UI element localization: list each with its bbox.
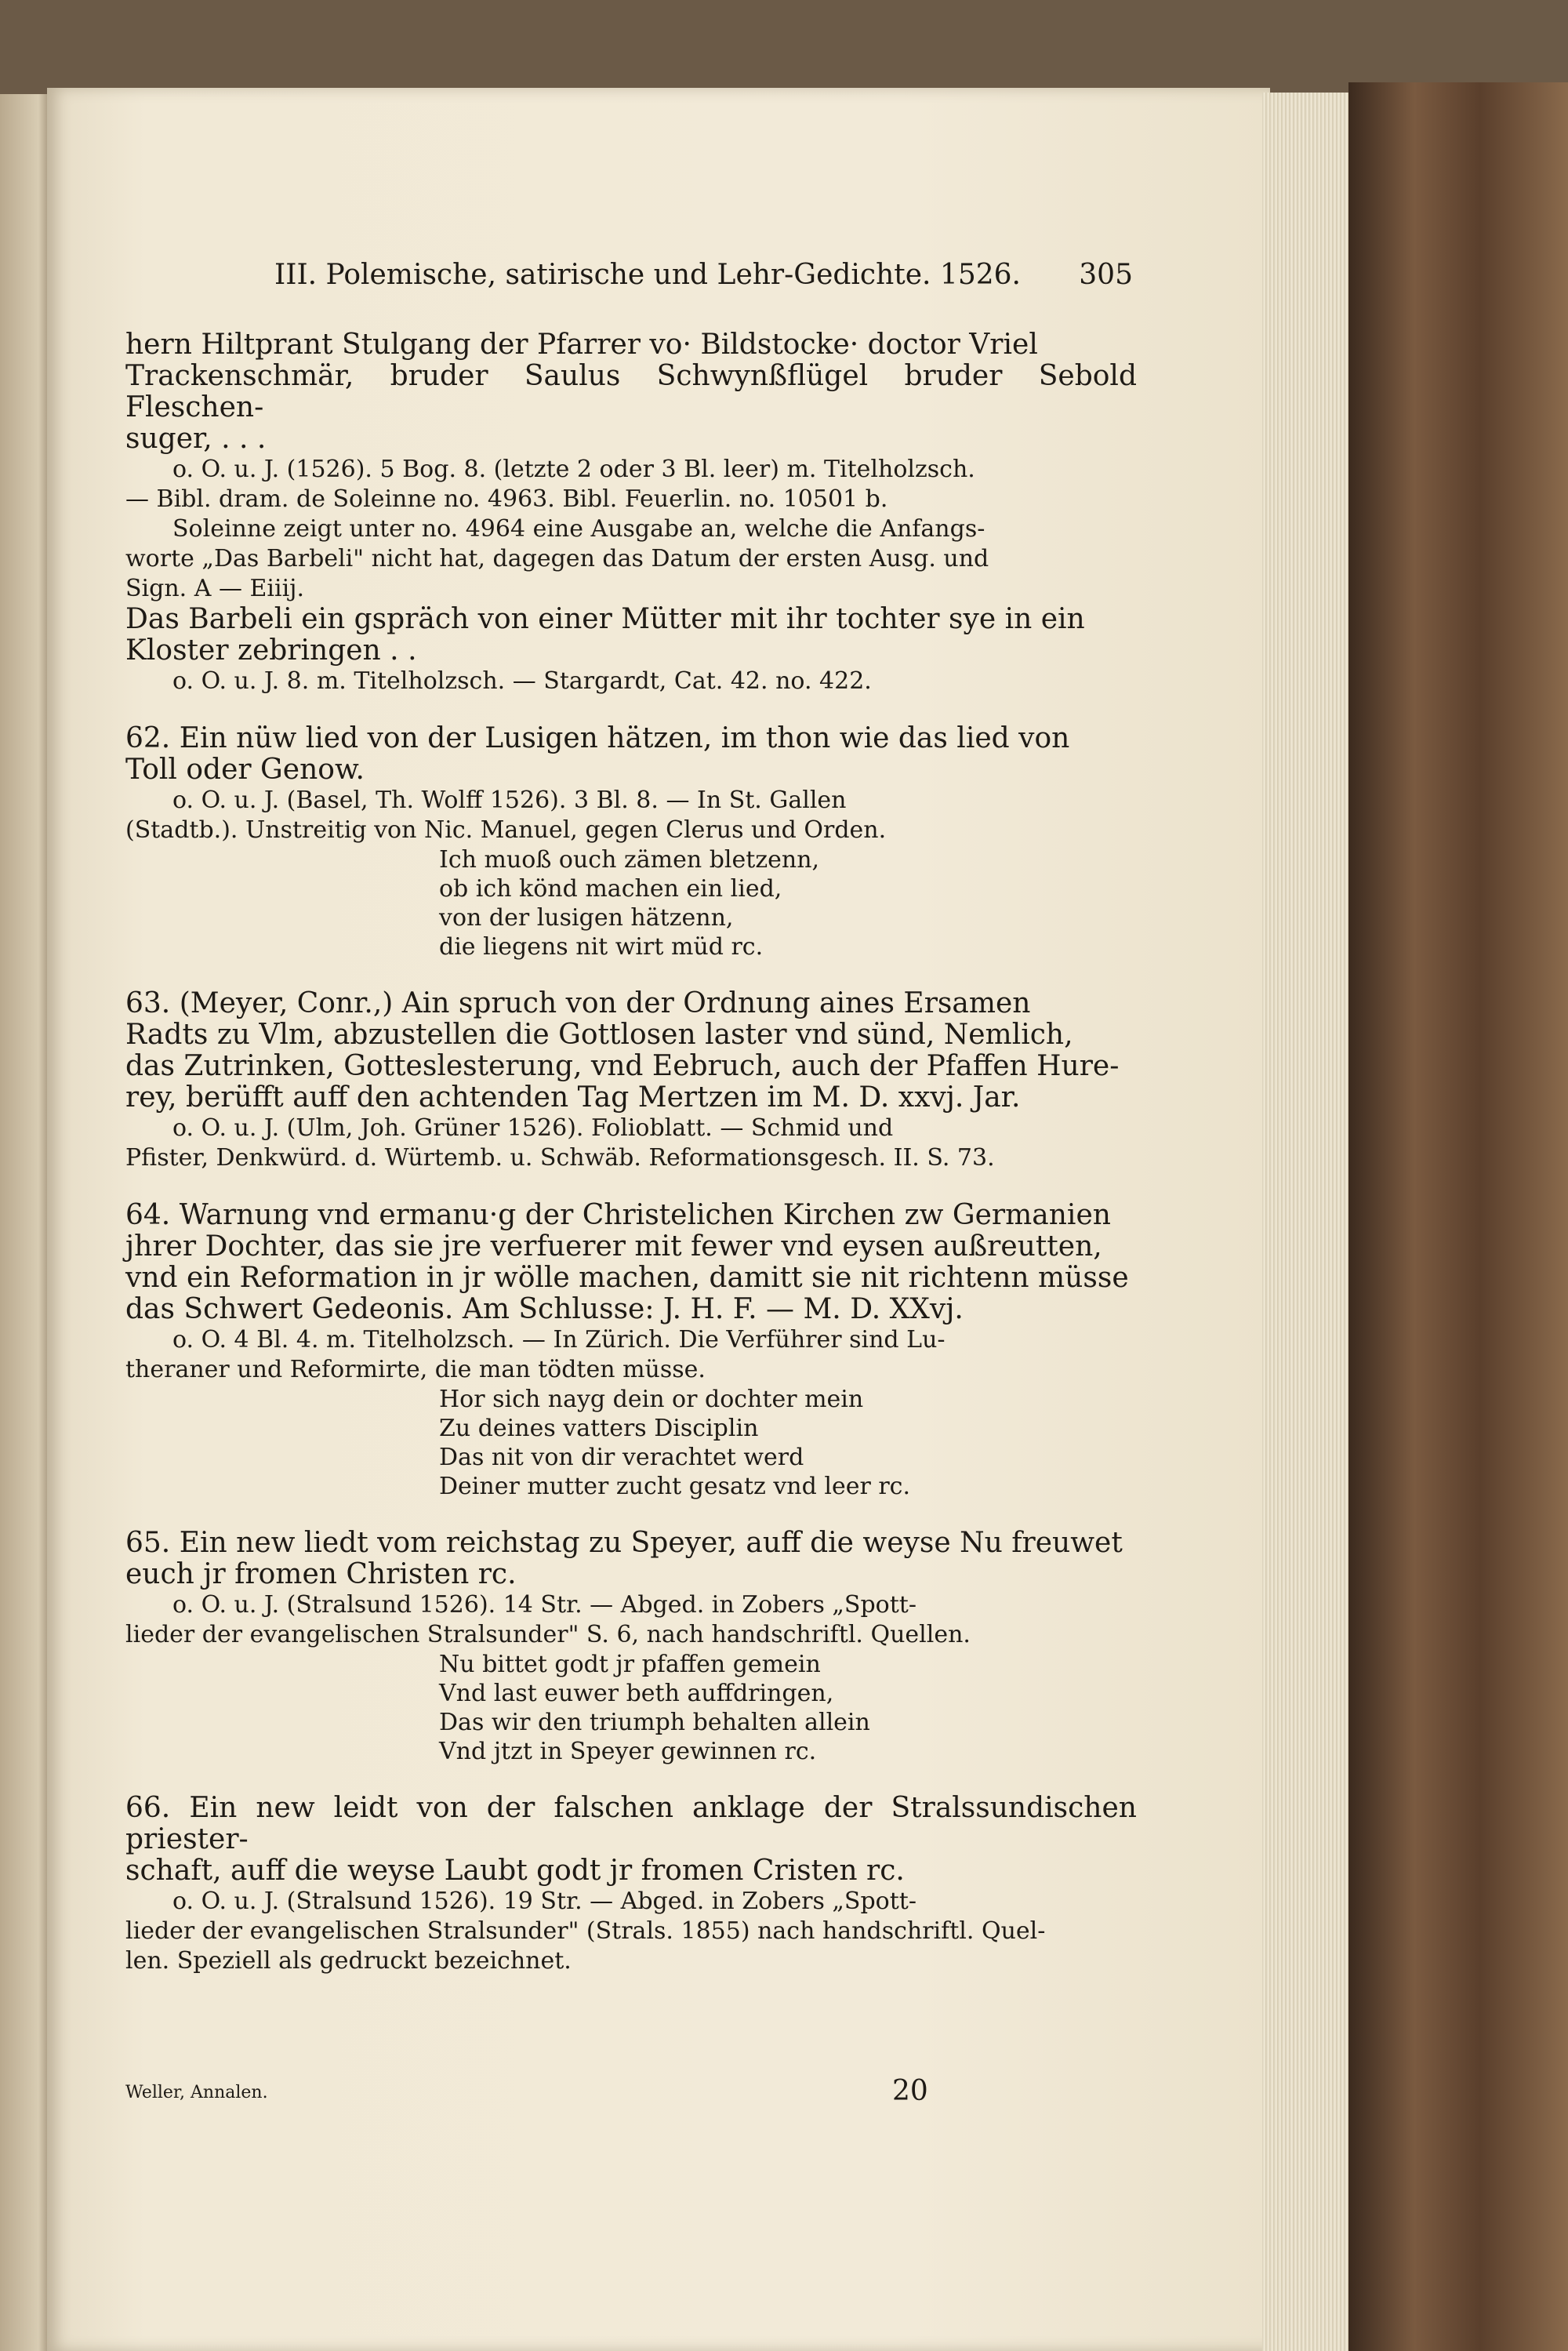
page-content [125,329,1137,1976]
page-edges [1262,93,1348,2351]
meta-line: worte „Das Barbeli" nicht hat, dagegen das Datum der ersten Ausg. und [125,545,989,572]
book-cover [1348,82,1568,2351]
entry-spacer [125,1766,1137,1793]
entry-title-first-line [125,988,1137,1019]
meta-line: theraner und Reformirte, die man tödten müsse. [125,1356,706,1383]
entry-title-line: Toll oder Genow. [125,754,365,786]
catalog-entry [125,696,1137,961]
verse-line: die liegens nit wirt müd rc. [439,933,764,961]
entry-spacer [125,1501,1137,1528]
meta-line: lieder der evangelischen Stralsunder" (Strals. 1855) nach handschriftl. Quel- [125,1917,1046,1945]
entry-number: 66. [125,1792,171,1824]
entry-title-line: das Zutrinken, Gotteslesterung, vnd Eebruch, auch der Pfaffen Hure- [125,1050,1120,1082]
printer-signature: Weller, Annalen. [125,2083,268,2102]
verse-line: ob ich könd machen ein lied, [439,875,782,903]
entry-title-text: Ein nüw lied von der Lusigen hätzen, im thon wie das lied von [179,722,1070,754]
verse-line: Ich muoß ouch zämen bletzenn, [439,846,820,874]
sheet-number: 20 [892,2075,928,2107]
entry-title-line: Radts zu Vlm, abzustellen die Gottlosen laster vnd sünd, Nemlich, [125,1019,1073,1051]
catalog-entry [125,1766,1137,1976]
entry-title-text: Ein new liedt vom reichstag zu Speyer, auff die weyse Nu freuwet [179,1527,1123,1559]
meta-line: o. O. u. J. (1526). 5 Bog. 8. (letzte 2 oder 3 Bl. leer) m. Titelholzsch. [172,456,975,483]
verse-line: Zu deines vatters Disciplin [439,1415,759,1442]
entry-title-line: euch jr fromen Christen rc. [125,1558,517,1590]
entry-title-line: das Schwert Gedeonis. Am Schlusse: J. H. F. — M. D. XXvj. [125,1293,964,1325]
meta-line: Soleinne zeigt unter no. 4964 eine Ausgabe an, welche die Anfangs- [172,515,985,543]
entry-spacer [125,696,1137,723]
meta-line: Pfister, Denkwürd. d. Würtemb. u. Schwäb. Reformationsgesch. II. S. 73. [125,1144,995,1172]
entry-list [125,696,1137,1976]
verse-line: Nu bittet godt jr pfaffen gemein [439,1651,821,1678]
entry-title-text: (Meyer, Conr.,) Ain spruch von der Ordnung aines Ersamen [179,987,1031,1019]
entry-title-text: Warnung vnd ermanu·g der Christelichen Kirchen zw Germanien [179,1199,1111,1231]
text-line: Das Barbeli ein gspräch von einer Mütter mit ihr tochter sye in ein [125,603,1085,635]
meta-line: o. O. u. J. (Stralsund 1526). 19 Str. — Abged. in Zobers „Spott- [172,1888,916,1915]
entry-title-text: Ein new leidt von der falschen anklage der Stralssundischen priester- [125,1792,1137,1855]
running-header [274,259,1133,291]
entry-title-first-line [125,1528,1137,1559]
verse-line: von der lusigen hätzenn, [439,904,734,932]
meta-line: o. O. 4 Bl. 4. m. Titelholzsch. — In Zürich. Die Verführer sind Lu- [172,1326,946,1354]
page-number: 305 [1079,259,1133,291]
meta-line: lieder der evangelischen Stralsunder" S. 6, nach handschriftl. Quellen. [125,1621,971,1648]
verse-line: Deiner mutter zucht gesatz vnd leer rc. [439,1473,911,1500]
catalog-entry [125,1501,1137,1766]
meta-line: o. O. u. J. (Ulm, Joh. Grüner 1526). Folioblatt. — Schmid und [172,1114,894,1142]
entry-title-first-line [125,1200,1137,1231]
entry-number: 65. [125,1527,171,1559]
continuation-entry [125,329,1137,604]
catalog-entry [125,961,1137,1173]
meta-line: o. O. u. J. (Basel, Th. Wolff 1526). 3 Bl. 8. — In St. Gallen [172,787,847,814]
entry-title-first-line [125,723,1137,754]
meta-line: — Bibl. dram. de Soleinne no. 4963. Bibl. Feuerlin. no. 10501 b. [125,485,888,513]
text-line: Trackenschmär, bruder Saulus Schwynßflügel bruder Sebold Fleschen- [125,360,1137,423]
entry-title-first-line [125,1793,1137,1855]
meta-line: o. O. u. J. 8. m. Titelholzsch. — Stargardt, Cat. 42. no. 422. [172,667,872,695]
entry-title-line: rey, berüfft auff den achtenden Tag Mertzen im M. D. xxvj. Jar. [125,1081,1021,1114]
barbeli-entry [125,604,1137,696]
entry-number: 62. [125,722,171,754]
verse-line: Vnd last euwer beth auffdringen, [439,1680,834,1707]
verse-line: Das wir den triumph behalten allein [439,1709,870,1736]
verse-line: Hor sich nayg dein or dochter mein [439,1386,864,1413]
verse-line: Das nit von dir verachtet werd [439,1444,804,1471]
running-title: III. Polemische, satirische und Lehr-Gedichte. 1526. [274,259,1021,291]
text-line: suger, . . . [125,423,267,455]
meta-line: o. O. u. J. (Stralsund 1526). 14 Str. — Abged. in Zobers „Spott- [172,1591,916,1619]
entry-spacer [125,1173,1137,1200]
text-line: Kloster zebringen . . [125,634,417,667]
meta-line: len. Speziell als gedruckt bezeichnet. [125,1947,572,1975]
entry-title-line: jhrer Dochter, das sie jre verfuerer mit fewer vnd eysen außreutten, [125,1230,1102,1263]
catalog-entry [125,1173,1137,1501]
meta-line: (Stadtb.). Unstreitig von Nic. Manuel, gegen Clerus und Orden. [125,816,887,844]
meta-line: Sign. A — Eiiij. [125,575,305,602]
entry-title-line: vnd ein Reformation in jr wölle machen, damitt sie nit richtenn müsse [125,1262,1129,1294]
entry-spacer [125,961,1137,988]
text-line: hern Hiltprant Stulgang der Pfarrer vo· Bildstocke· doctor Vriel [125,329,1038,361]
verse-line: Vnd jtzt in Speyer gewinnen rc. [439,1738,817,1765]
entry-number: 63. [125,987,171,1019]
entry-title-line: schaft, auff die weyse Laubt godt jr fromen Cristen rc. [125,1855,905,1887]
entry-number: 64. [125,1199,171,1231]
